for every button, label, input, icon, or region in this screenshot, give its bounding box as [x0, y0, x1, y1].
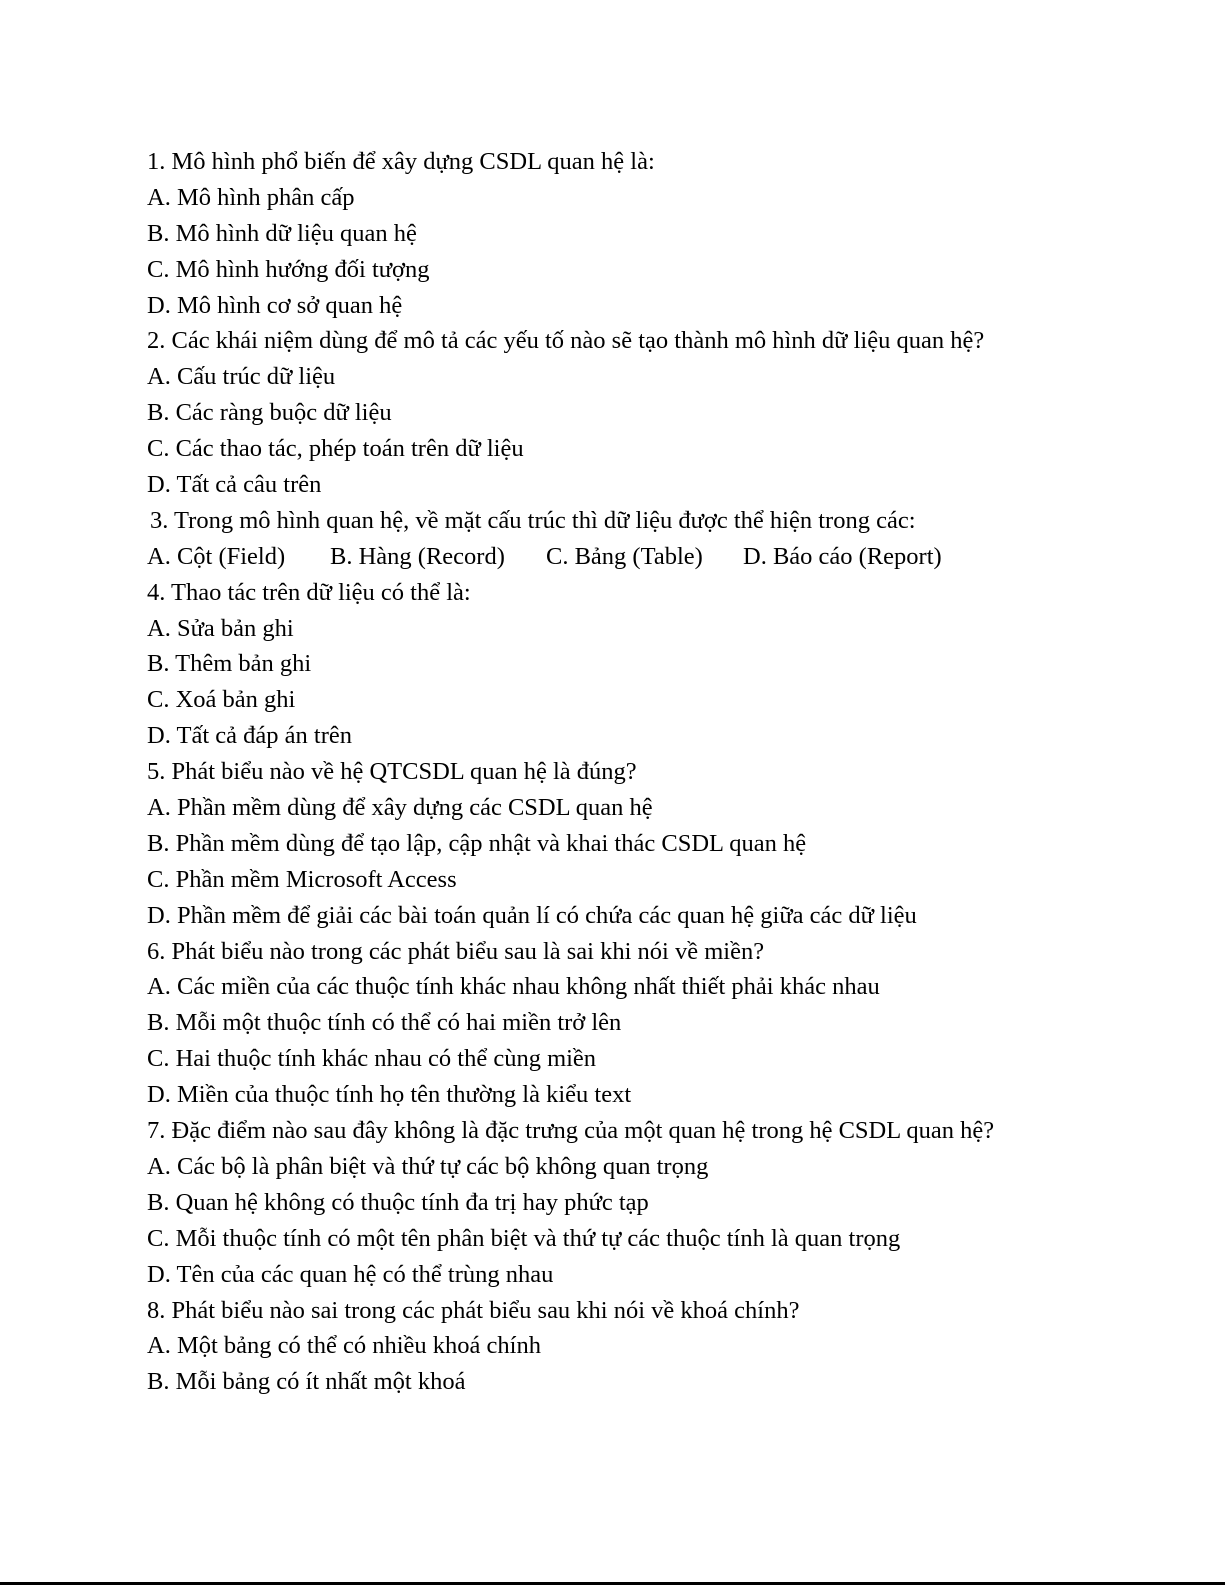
q3-options-row: [147, 539, 1187, 575]
question-7: 7. Đặc điểm nào sau đây không là đặc trưng của một quan hệ trong hệ CSDL quan hệ?: [147, 1117, 995, 1145]
q4-option-d: D. Tất cả đáp án trên: [147, 722, 352, 750]
q7-option-d: D. Tên của các quan hệ có thể trùng nhau: [147, 1260, 554, 1288]
question-2: 2. Các khái niệm dùng để mô tả các yếu tố nào sẽ tạo thành mô hình dữ liệu quan hệ?: [147, 327, 985, 355]
q1-option-b: B. Mô hình dữ liệu quan hệ: [147, 219, 417, 247]
q5-option-b: B. Phần mềm dùng để tạo lập, cập nhật và khai thác CSDL quan hệ: [147, 829, 807, 857]
q3-option-a: A. Cột (Field): [147, 542, 286, 570]
question-6: 6. Phát biểu nào trong các phát biểu sau là sai khi nói về miền?: [147, 937, 765, 965]
q7-option-b: B. Quan hệ không có thuộc tính đa trị hay phức tạp: [147, 1188, 649, 1216]
q8-option-a: A. Một bảng có thể có nhiều khoá chính: [147, 1332, 541, 1360]
q2-option-c: C. Các thao tác, phép toán trên dữ liệu: [147, 435, 524, 463]
q8-option-b: B. Mỗi bảng có ít nhất một khoá: [147, 1368, 466, 1396]
q5-option-c: C. Phần mềm Microsoft Access: [147, 865, 457, 893]
q5-option-d: D. Phần mềm để giải các bài toán quản lí có chứa các quan hệ giữa các dữ liệu: [147, 901, 917, 929]
q2-option-b: B. Các ràng buộc dữ liệu: [147, 399, 392, 427]
q5-option-a: A. Phần mềm dùng để xây dựng các CSDL quan hệ: [147, 794, 653, 822]
question-1: 1. Mô hình phổ biến để xây dựng CSDL quan hệ là:: [147, 148, 655, 175]
q1-option-d: D. Mô hình cơ sở quan hệ: [147, 291, 403, 319]
q7-option-c: C. Mỗi thuộc tính có một tên phân biệt và thứ tự các thuộc tính là quan trọng: [147, 1224, 901, 1252]
q2-option-a: A. Cấu trúc dữ liệu: [147, 363, 336, 391]
q6-option-d: D. Miền của thuộc tính họ tên thường là kiểu text: [147, 1081, 632, 1109]
q2-option-d: D. Tất cả câu trên: [147, 471, 322, 499]
q3-option-b: B. Hàng (Record): [330, 542, 505, 570]
q7-option-a: A. Các bộ là phân biệt và thứ tự các bộ không quan trọng: [147, 1152, 709, 1180]
q4-option-c: C. Xoá bản ghi: [147, 686, 296, 714]
q6-option-a: A. Các miền của các thuộc tính khác nhau không nhất thiết phải khác nhau: [147, 973, 880, 1001]
q4-option-b: B. Thêm bản ghi: [147, 650, 312, 678]
q1-option-a: A. Mô hình phân cấp: [147, 183, 355, 211]
question-4: 4. Thao tác trên dữ liệu có thể là:: [147, 578, 471, 606]
q4-option-a: A. Sửa bản ghi: [147, 614, 294, 642]
q3-option-d: D. Báo cáo (Report): [743, 542, 942, 570]
question-3: 3. Trong mô hình quan hệ, về mặt cấu trúc thì dữ liệu được thể hiện trong các:: [150, 506, 916, 534]
question-5: 5. Phát biểu nào về hệ QTCSDL quan hệ là đúng?: [147, 758, 637, 786]
q3-option-c: C. Bảng (Table): [546, 542, 703, 570]
q6-option-c: C. Hai thuộc tính khác nhau có thể cùng miền: [147, 1045, 597, 1073]
q1-option-c: C. Mô hình hướng đối tượng: [147, 255, 430, 283]
q6-option-b: B. Mỗi một thuộc tính có thể có hai miền trở lên: [147, 1009, 622, 1037]
question-8: 8. Phát biểu nào sai trong các phát biểu sau khi nói về khoá chính?: [147, 1296, 800, 1324]
document-page: [147, 144, 1187, 1400]
